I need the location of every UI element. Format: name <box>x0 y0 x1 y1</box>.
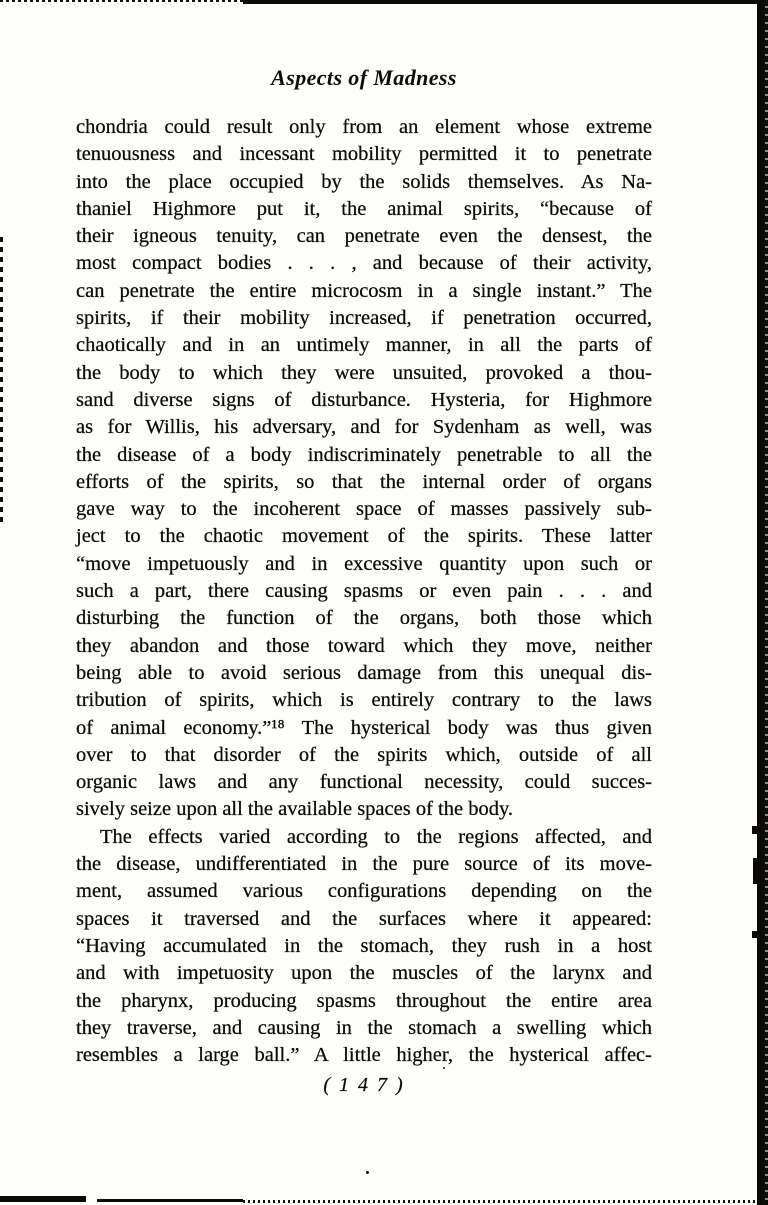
text-line: the disease of a body indiscriminately penetrable to all the <box>76 443 652 466</box>
text-line: chondria could result only from an element whose extreme <box>76 116 652 138</box>
scan-edge-top-dotted-line <box>0 0 243 2</box>
scan-artifact-speck <box>366 1171 369 1174</box>
body-text <box>76 114 652 1069</box>
scan-artifact-tick <box>752 826 758 834</box>
text-line: of animal economy.”¹⁸ The hysterical body was thus given <box>76 716 652 739</box>
text-line: and with impetuosity upon the muscles of the larynx and <box>76 962 652 985</box>
text-line: most compact bodies . . . , and because of their activity, <box>76 252 652 275</box>
text-line: “Having accumulated in the stomach, they rush in a host <box>76 934 652 957</box>
text-line: “move impetuously and in excessive quantity upon such or <box>76 552 652 575</box>
text-line: ject to the chaotic movement of the spirits. These latter <box>76 525 652 548</box>
text-line: the pharynx, producing spasms throughout the entire area <box>76 989 652 1012</box>
text-line: tribution of spirits, which is entirely contrary to the laws <box>76 689 652 712</box>
text-line: thaniel Highmore put it, the animal spirits, “because of <box>76 197 652 220</box>
scan-edge-bottom-dotted-line <box>243 1200 768 1203</box>
text-line: can penetrate the entire microcosm in a single instant.” The <box>76 279 652 302</box>
running-header: Aspects of Madness <box>271 65 457 90</box>
text-line: sand diverse signs of disturbance. Hysteria, for Highmore <box>76 388 652 411</box>
text-line: The effects varied according to the regions affected, and <box>100 825 652 848</box>
text-line: tenuousness and incessant mobility permitted it to penetrate <box>76 143 652 166</box>
text-line: efforts of the spirits, so that the internal order of organs <box>76 470 652 493</box>
text-line: their igneous tenuity, can penetrate even the densest, the <box>76 225 652 248</box>
text-line: gave way to the incoherent space of masses passively sub- <box>76 498 652 521</box>
text-line: ment, assumed various configurations depending on the <box>76 880 652 903</box>
text-line: the body to which they were unsuited, provoked a thou- <box>76 361 652 384</box>
text-line: over to that disorder of the spirits which, outside of all <box>76 743 652 766</box>
text-line: resembles a large ball.” A little higher, the hysterical affec- <box>76 1044 652 1067</box>
text-line: as for Willis, his adversary, and for Sydenham as well, was <box>76 416 652 439</box>
scan-edge-bottom-thin-line <box>97 1199 243 1202</box>
text-line: spaces it traversed and the surfaces where it appeared: <box>76 907 652 930</box>
text-line: such a part, there causing spasms or even pain . . . and <box>76 580 652 603</box>
text-line: disturbing the function of the organs, both those which <box>76 607 652 630</box>
text-line: they abandon and those toward which they move, neither <box>76 634 652 657</box>
text-line: spirits, if their mobility increased, if penetration occurred, <box>76 307 652 330</box>
text-line: sively seize upon all the available spaces of the body. <box>76 798 513 821</box>
scan-artifact-tick <box>753 858 758 884</box>
scan-edge-bottom-thick-line <box>0 1196 86 1202</box>
scan-edge-right-black-bar <box>757 0 768 1205</box>
scan-edge-left-dashed-line <box>0 237 3 523</box>
text-line: they traverse, and causing in the stomach a swelling which <box>76 1016 652 1039</box>
text-line: the disease, undifferentiated in the pure source of its move- <box>76 853 652 876</box>
scan-artifact-tick <box>752 931 758 938</box>
text-line: organic laws and any functional necessity, could succes- <box>76 771 652 794</box>
text-line: being able to avoid serious damage from this unequal dis- <box>76 661 652 684</box>
scan-edge-top-solid-line <box>243 0 768 4</box>
text-line: into the place occupied by the solids themselves. As Na- <box>76 170 652 193</box>
page-number: ( 1 4 7 ) <box>323 1074 405 1096</box>
text-line: chaotically and in an untimely manner, in all the parts of <box>76 334 652 357</box>
